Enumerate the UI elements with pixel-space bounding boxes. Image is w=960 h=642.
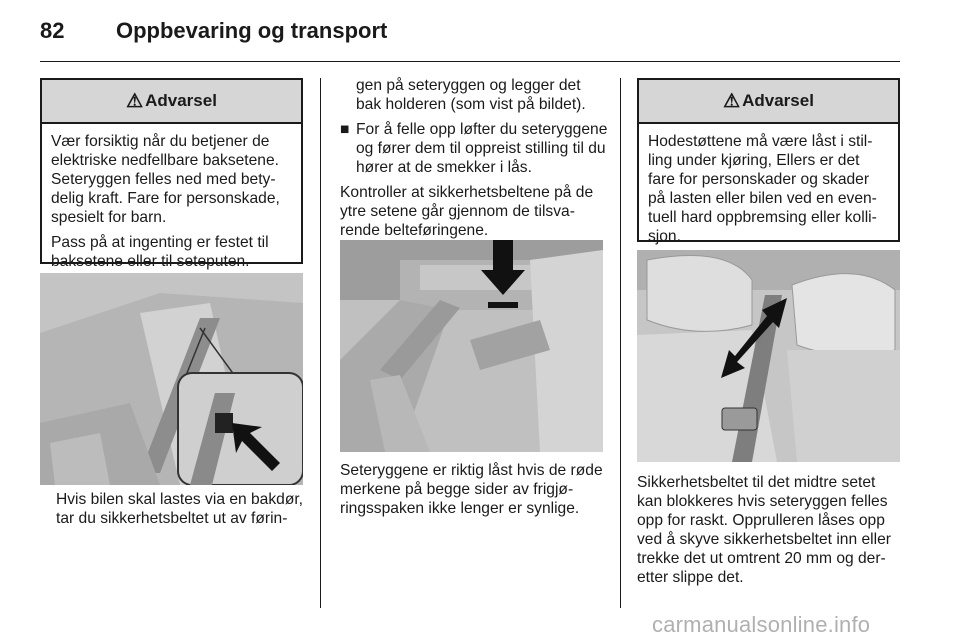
- figure-illustration: [40, 273, 303, 485]
- warning-header: [42, 80, 301, 124]
- paragraph-text: Kontroller at sikkerhetsbeltene på de ytre setene går gjennom de tilsvarende belteføringene.: [340, 184, 594, 239]
- warning-triangle-icon: ⚠: [126, 90, 144, 112]
- caption-figure-1: [56, 490, 306, 528]
- page-header: [0, 0, 960, 64]
- warning-text-1: Hodestøttene må være låst i stilling under kjøring, Ellers er det fare for personskader og skader på lasten eller bilen ved en eventuell hard oppbremsing eller kollisjon.: [648, 133, 877, 245]
- figure-release-lever: [340, 240, 603, 452]
- watermark: carmanualsonline.info: [652, 612, 871, 637]
- warning-text-2: Pass på at ingenting er festet til baksetene eller til seteputen.: [51, 234, 269, 270]
- warning-heading: Advarsel: [742, 91, 814, 110]
- caption-figure-2: [340, 461, 608, 518]
- bullet-marker: ■: [340, 121, 350, 138]
- warning-box-1: [40, 78, 303, 270]
- warning-text-1: Vær forsiktig når du betjener de elektriske nedfellbare baksetene. Seteryggen felles ned med betydelig kraft. Fare for personskade, spesielt for barn.: [51, 133, 280, 226]
- warning-box-2: [637, 78, 900, 245]
- column-divider-1: [320, 78, 321, 608]
- caption-text: Seteryggene er riktig låst hvis de røde merkene på begge sider av frigjøringsspaken ikke lenger er synlige.: [340, 462, 603, 517]
- bullet-text: For å felle opp løfter du seteryggene og fører dem til oppreist stilling til du hører at de smekker i lås.: [356, 121, 608, 176]
- bullet-item: [340, 120, 608, 183]
- warning-heading: Advarsel: [145, 91, 217, 110]
- continued-text: gen på seteryggen og legger det bak holderen (som vist på bildet).: [356, 77, 586, 113]
- warning-triangle-icon: ⚠: [723, 90, 741, 112]
- warning-header: [639, 80, 898, 124]
- column-divider-2: [620, 78, 621, 608]
- figure-illustration: [340, 240, 603, 452]
- figure-center-seatbelt: [637, 250, 900, 462]
- column-2-text: [340, 76, 608, 246]
- caption-text: Sikkerhetsbeltet til det midtre setet kan blokkeres hvis seteryggen felles opp for raskt. Opprulleren låses opp ved å skyve sikkerhetsbeltet inn eller trekke det ut omtrent 20 mm og deretter slippe det.: [637, 474, 891, 586]
- warning-body: [42, 124, 301, 283]
- caption-text: Hvis bilen skal lastes via en bakdør, tar du sikkerhetsbeltet ut av førin-: [56, 491, 304, 527]
- page-number: 82: [40, 18, 65, 43]
- page-title: Oppbevaring og transport: [116, 18, 388, 43]
- figure-seatbelt-holder: [40, 273, 303, 485]
- header-divider: [40, 61, 900, 62]
- caption-figure-3: [637, 473, 902, 587]
- figure-illustration: [637, 250, 900, 462]
- warning-body: [639, 124, 898, 258]
